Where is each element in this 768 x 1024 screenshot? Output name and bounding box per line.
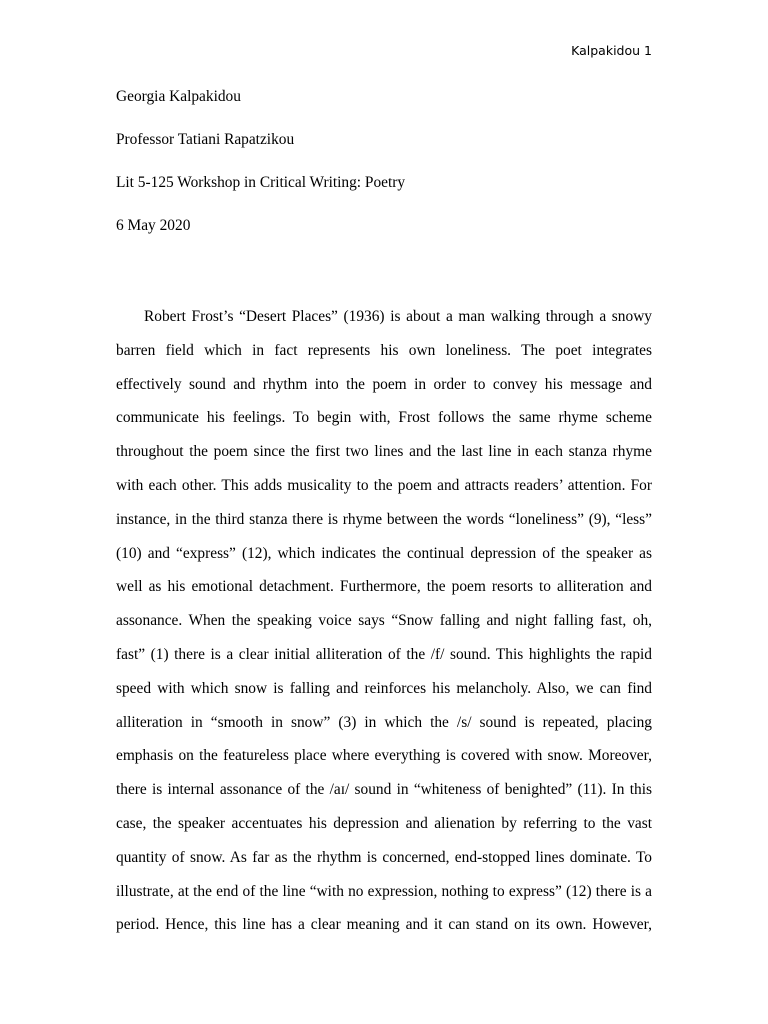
paragraph-line: fast” (1) there is a clear initial alliteration of the /f/ sound. This highlights the rapid [116, 645, 652, 663]
student-name: Georgia Kalpakidou [116, 88, 241, 105]
paragraph-line: there is internal assonance of the /aɪ/ sound in “whiteness of benighted” (11). In this [116, 781, 652, 799]
mla-heading [116, 86, 652, 258]
paragraph-line: alliteration in “smooth in snow” (3) in which the /s/ sound is repeated, placing [116, 713, 652, 731]
paragraph-line: throughout the poem since the first two lines and the last line in each stanza rhyme [116, 443, 652, 461]
paragraph-line: illustrate, at the end of the line “with no expression, nothing to express” (12) there is a [116, 882, 652, 900]
paragraph-line: with each other. This adds musicality to the poem and attracts readers’ attention. For [116, 476, 652, 494]
course-title: Lit 5-125 Workshop in Critical Writing: Poetry [116, 174, 406, 191]
body-paragraph [116, 300, 652, 942]
paragraph-line: effectively sound and rhythm into the poem in order to convey his message and [116, 375, 652, 393]
paragraph-line: Robert Frost’s “Desert Places” (1936) is about a man walking through a snowy [144, 308, 652, 325]
paragraph-line: well as his emotional detachment. Furthermore, the poem resorts to alliteration and [116, 578, 652, 596]
running-head: Kalpakidou 1 [571, 43, 652, 58]
professor-name: Professor Tatiani Rapatzikou [116, 131, 295, 148]
paragraph-line: (10) and “express” (12), which indicates the continual depression of the speaker as [116, 544, 652, 562]
paragraph-line: case, the speaker accentuates his depression and alienation by referring to the vast [116, 814, 652, 832]
paragraph-line: instance, in the third stanza there is rhyme between the words “loneliness” (9), “less” [116, 510, 652, 528]
paragraph-line: speed with which snow is falling and reinforces his melancholy. Also, we can find [116, 679, 652, 697]
paragraph-line: assonance. When the speaking voice says “Snow falling and night falling fast, oh, [116, 612, 652, 630]
paragraph-line: period. Hence, this line has a clear meaning and it can stand on its own. However, [116, 916, 652, 934]
paper-date: 6 May 2020 [116, 217, 191, 234]
paragraph-line: barren field which in fact represents his own loneliness. The poet integrates [116, 341, 652, 359]
paragraph-line: communicate his feelings. To begin with, Frost follows the same rhyme scheme [116, 409, 652, 427]
paragraph-line: quantity of snow. As far as the rhythm is concerned, end-stopped lines dominate. To [116, 848, 652, 866]
paragraph-line: emphasis on the featureless place where everything is covered with snow. Moreover, [116, 747, 652, 765]
